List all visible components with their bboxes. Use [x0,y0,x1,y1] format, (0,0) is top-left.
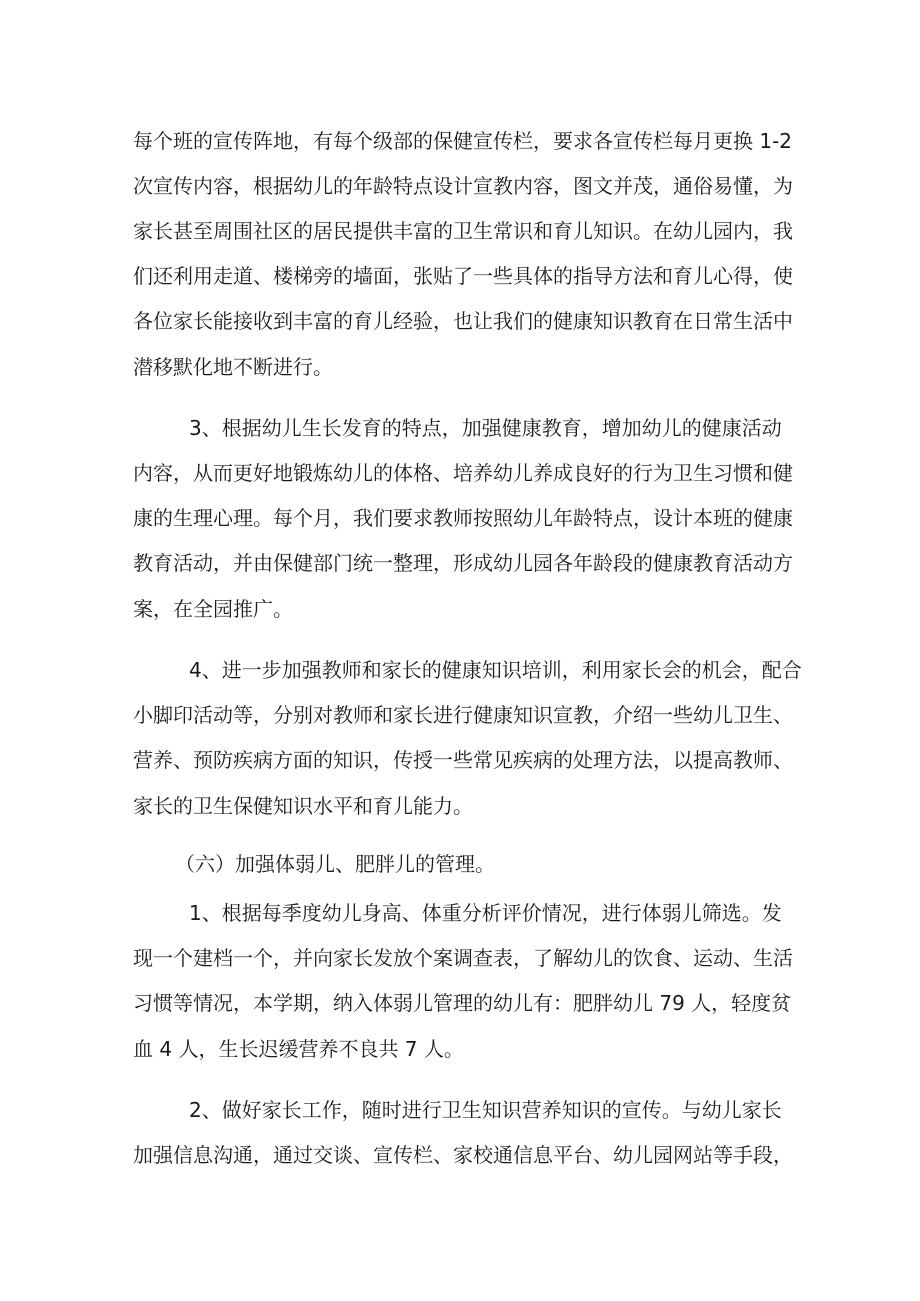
paragraph-line: 家长甚至周围社区的居民提供丰富的卫生常识和育儿知识。在幼儿园内，我 [133,219,793,243]
paragraph-line: 康的生理心理。每个月，我们要求教师按照幼儿年龄特点，设计本班的健康 [133,506,793,530]
paragraph-line: 次宣传内容，根据幼儿的年龄特点设计宣教内容，图文并茂，通俗易懂，为 [133,174,793,198]
paragraph-line: 3、根据幼儿生长发育的特点，加强健康教育，增加幼儿的健康活动 [189,416,782,440]
paragraph-line: 2、做好家长工作，随时进行卫生知识营养知识的宣传。与幼儿家长 [189,1098,782,1122]
paragraph-line: 1、根据每季度幼儿身高、体重分析评价情况，进行体弱儿筛选。发 [189,901,782,925]
paragraph-line: 小脚印活动等，分别对教师和家长进行健康知识宣教，介绍一些幼儿卫生、 [133,703,793,727]
paragraph-line: 教育活动，并由保健部门统一整理，形成幼儿园各年龄段的健康教育活动方 [133,551,793,575]
paragraph-line: 加强信息沟通，通过交谈、宣传栏、家校通信息平台、幼儿园网站等手段， [133,1143,793,1167]
paragraph-line: 每个班的宣传阵地，有每个级部的保健宣传栏，要求各宣传栏每月更换 1-2 [133,129,793,153]
paragraph-line: 习惯等情况，本学期，纳入体弱儿管理的幼儿有：肥胖幼儿 79 人，轻度贫 [133,991,792,1015]
section-heading: （六）加强体弱儿、肥胖儿的管理。 [175,852,495,876]
paragraph-line: 营养、预防疾病方面的知识，传授一些常见疾病的处理方法，以提高教师、 [133,748,793,772]
paragraph-line: 潜移默化地不断进行。 [133,355,333,379]
paragraph-line: 各位家长能接收到丰富的育儿经验，也让我们的健康知识教育在日常生活中 [133,309,793,333]
paragraph-line: 现一个建档一个，并向家长发放个案调查表，了解幼儿的饮食、运动、生活 [133,946,793,970]
paragraph-line: 内容，从而更好地锻炼幼儿的体格、培养幼儿养成良好的行为卫生习惯和健 [133,461,793,485]
paragraph-line: 血 4 人，生长迟缓营养不良共 7 人。 [133,1037,464,1061]
paragraph-line: 案，在全园推广。 [133,597,293,621]
paragraph-line: 们还利用走道、楼梯旁的墙面，张贴了一些具体的指导方法和育儿心得，使 [133,264,793,288]
paragraph-line: 家长的卫生保健知识水平和育儿能力。 [133,794,473,818]
paragraph-line: 4、进一步加强教师和家长的健康知识培训，利用家长会的机会，配合 [189,658,802,682]
